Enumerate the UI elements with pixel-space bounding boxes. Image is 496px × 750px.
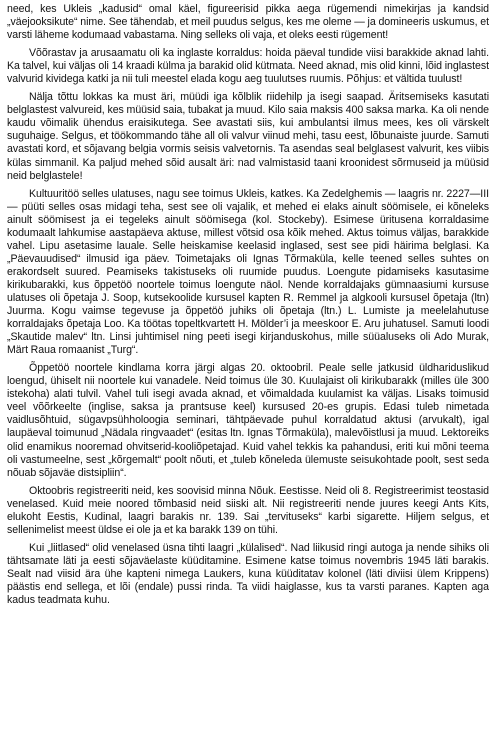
paragraph-6: Oktoobris registreeriti neid, kes soovisid minna Nõuk. Eestisse. Neid oli 8. Registreerimist teostasid venelased. Kuid meie noored tõmbasid neid siiski alt. Nii registreeriti nende juures keegi Ants Kits, elukoht Eestis, Kudinal, laagri barakis nr. 139. Sai „tervituseks“ karbi sigarette. Hiljem selgus, et sellenimelist meest üldse ei ole ja et ka barakk 139 on tühi. xyxy=(7,484,489,536)
paragraph-5: Õppetöö noortele kindlama korra järgi algas 20. oktoobril. Peale selle jatkusid üldhariduslikud loengud, ühiselt nii noortele kui vanadele. Neid toimus üle 30. Kuulajaist oli kirikubarakk (milles üle 300 istekoha) alati tulvil. Vahel tuli isegi avada aknad, et võimaldada kuulamist ka väljas. Lisaks toimusid veel võõrkeelte (inglise, saksa ja prantsuse keel) kursused 20-es grupis. Edasi tuleb nimetada vaidlusõhtuid, sügavpsühholoogia seminari, tähtpäevade puhul korraldatud aktusi (arvukalt), igal laupäeval toimunud „Nädala ringvaadet“ (esitas ltn. Ignas Tõrmaküla), malevõistlusi ja muud. Lektoreiks olid enamikus nooremad ohvitserid-kooliõpetajad. Kuid vahel tekkis ka pahandusi, eriti kui mõni teema oli vastumeelne, sest „kõrgemalt“ poolt nõuti, et „tuleb kõneleda ülemuste seisukohtade poolt, sest seda nõuab sõjaväe distsipliin“. xyxy=(7,362,489,479)
paragraph-3: Nälja tõttu lokkas ka must äri, müüdi iga kõlblik riidehilp ja isegi saapad. Äritsemiseks kasutati belglastest valvureid, kes müüsid saia, tubakat ja muud. Kilo saia maksis 400 saksa marka. Ka oli nende kaudu võimalik ühendus eraisikutega. See avastati siis, kui ambulantsi ilmus mees, kes oli värskelt suguhaige. Selgus, et töökommando tähe all oli valvur viinud mehi, tasu eest, lõbunaiste juurde. Samuti avastati kord, et sõjavang belgia vormis seisis valvetornis. Ta asendas seal belglasest valvurit, kes viibis külas simmanil. Ka paljud mehed sõid ausalt äri: nad valmistasid taani kroonidest sõrmuseid ja müüsid neid belglastele! xyxy=(7,91,489,182)
paragraph-1: need, kes Ukleis „kadusid“ omal käel, figureerisid pikka aega rügemendi nimekirjas ja kandsid „väejooksikute“ nime. See tähendab, et meil puudus selgus, kes me oleme — ja domineeris uskumus, et varsti läheme kodumaad vabastama. Ning selleks oli vaja, et oleks eesti rügement! xyxy=(7,3,489,42)
paragraph-2: Võõrastav ja arusaamatu oli ka inglaste korraldus: hoida päeval tundide viisi barakkide aknad lahti. Ka talvel, kui väljas oli 14 kraadi külma ja barakid olid kütmata. Need aknad, mis olid kinni, lõid inglastest valvurid kividega katki ja nii tuli meestel elada kogu aeg tuulutses ruumis. Põhjus: et vältida tuulust! xyxy=(7,47,489,86)
paragraph-7: Kui „liitlased“ olid venelased üsna tihti laagri „külalised“. Nad liikusid ringi autoga ja nende sihiks oli tähtsamate läti ja eesti sõjaväelaste küüditamine. Esimene katse toimus novembris 1945 läti barakis. Sealt nad viisid ära ühe kapteni nimega Laukers, kuna küüditatav kolonel (läti diviisi ülem Krippens) päästis end sellega, et lõi (endale) pussi rinda. Ta viidi haiglasse, kus ta varsti paranes. Kapten aga kadus teadmata kuhu. xyxy=(7,541,489,607)
paragraph-4: Kultuuritöö selles ulatuses, nagu see toimus Ukleis, katkes. Ka Zedelghemis — laagris nr. 2227—III — püüti selles osas midagi teha, sest see oli vajalik, et mehed ei elaks ainult söömisele, ei kõneleks ainult söömisest ja ei tegeleks ainult söömisega (kol. Stockeby). Esimese üritusena korraldasime kodumaalt lahkumise aastapäeva aktuse, millest võtsid osa kõik mehed. Aktus toimus väljas, barakkide vahel. Lipu asetasime lauale. Selle heiskamise keelasid inglased, sest see pidi häirima belglasi. Ka „Päevauudised“ ilmusid iga päev. Toimetajaks oli Ignas Tõrmaküla, kelle teened selles suhtes on erakordselt suured. Peamiseks takistuseks oli ruumide puudus. Loengute pidamiseks kasutasime kirikubarakki, kus õppetöö noortele toimus loengute näol. Nende korraldajaks gümnaasiumi kursuse ulatuses oli õpetaja J. Soop, kutsekoolide kursusel kapten R. Remmel ja algkooli kursusel õpetaja (ltn) Juurma. Kogu vaimse tegevuse ja õppetöö juhiks oli õpetaja (ltn.) L. Lumiste ja meelelahutuse korraldajaks õpetaja Loo. Ka töötas topeltkvartett H. Mölder’i ja meeskoor E. Aru juhatusel. Samuti loodi „Skautide malev“ ltn. Linsi juhtimisel ning peeti isegi kirjanduskohus, mille süüaluseks oli Ado Murak, Märt Raua romaanist „Turg“. xyxy=(7,187,489,357)
